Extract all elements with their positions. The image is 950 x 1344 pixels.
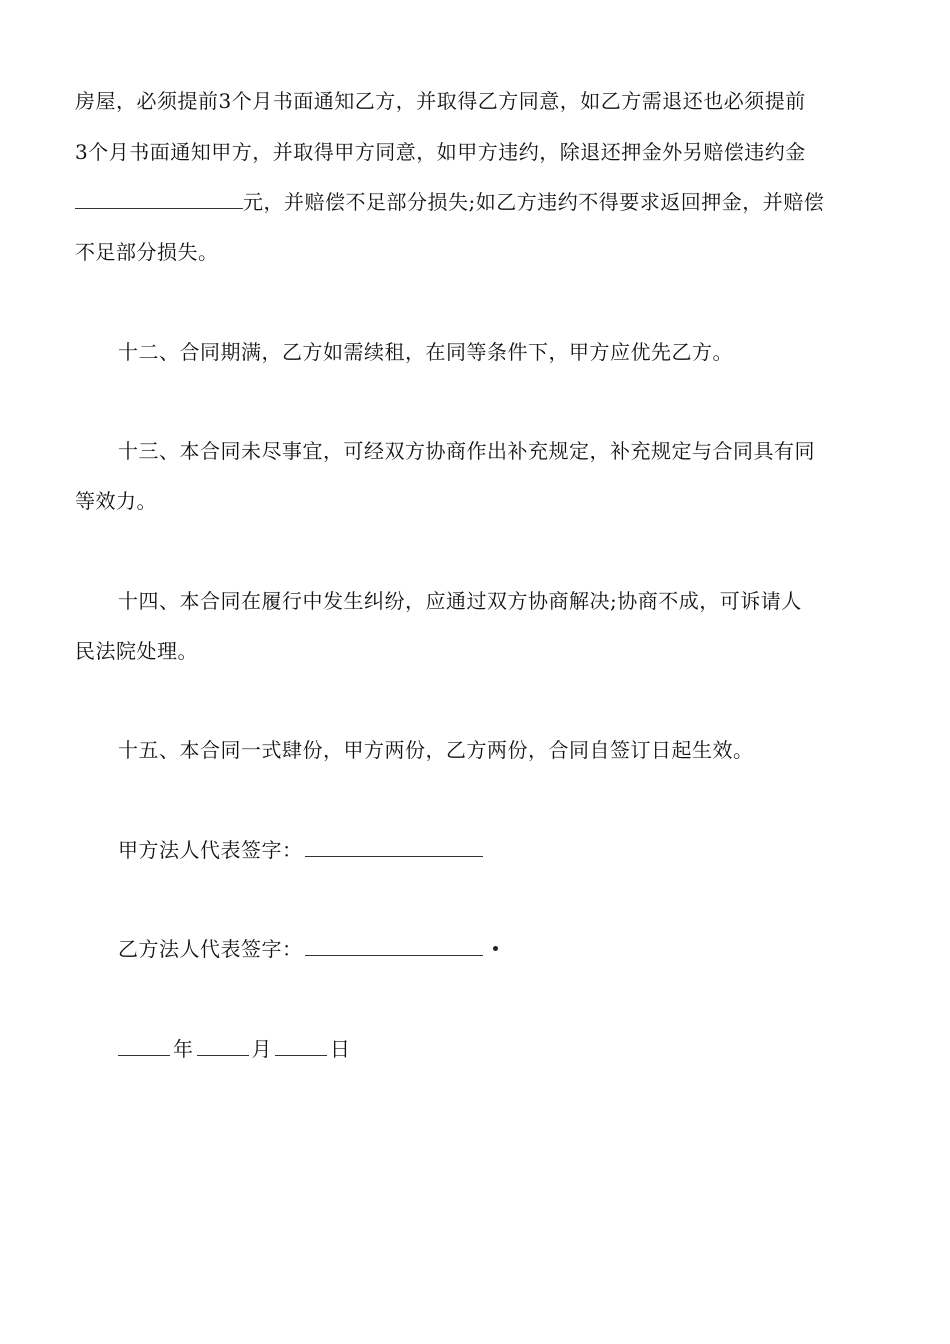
year-label: 年 [173,1037,194,1061]
clause-15: 十五、本合同一式肆份，甲方两份，乙方两份，合同自签订日起生效。 [118,738,754,762]
clause-11-line-1: 房屋，必须提前3个月书面通知乙方，并取得乙方同意，如乙方需退还也必须提前 [75,89,806,113]
party-b-signature-label: 乙方法人代表签字： [118,937,303,961]
date-row [118,1036,923,1062]
bullet-dot-icon [493,946,498,951]
penalty-amount-blank[interactable] [75,190,243,209]
clause-13-line-2: 等效力。 [75,489,157,513]
clause-14-line-2: 民法院处理。 [75,639,198,663]
clause-11-line-3-text: 元，并赔偿不足部分损失;如乙方违约不得要求返回押金，并赔偿 [243,190,825,214]
month-blank[interactable] [197,1037,249,1056]
day-label: 日 [330,1037,351,1061]
clause-12: 十二、合同期满，乙方如需续租，在同等条件下，甲方应优先乙方。 [118,340,733,364]
party-a-signature-label: 甲方法人代表签字： [118,838,303,862]
clause-11-line-4: 不足部分损失。 [75,240,219,264]
clause-11-line-2: 3个月书面通知甲方，并取得甲方同意，如甲方违约，除退还押金外另赔偿违约金 [75,140,806,164]
month-label: 月 [251,1037,272,1061]
party-b-signature-blank[interactable] [305,937,483,956]
party-a-signature-blank[interactable] [305,838,483,857]
clause-13-line-1: 十三、本合同未尽事宜，可经双方协商作出补充规定，补充规定与合同具有同 [118,439,815,463]
year-blank[interactable] [118,1037,170,1056]
clause-14-line-1: 十四、本合同在履行中发生纠纷，应通过双方协商解决;协商不成，可诉请人 [118,589,802,613]
clause-11-line-3 [75,189,880,215]
party-a-signature-row [118,837,923,863]
day-blank[interactable] [275,1037,327,1056]
party-b-signature-row [118,936,923,962]
